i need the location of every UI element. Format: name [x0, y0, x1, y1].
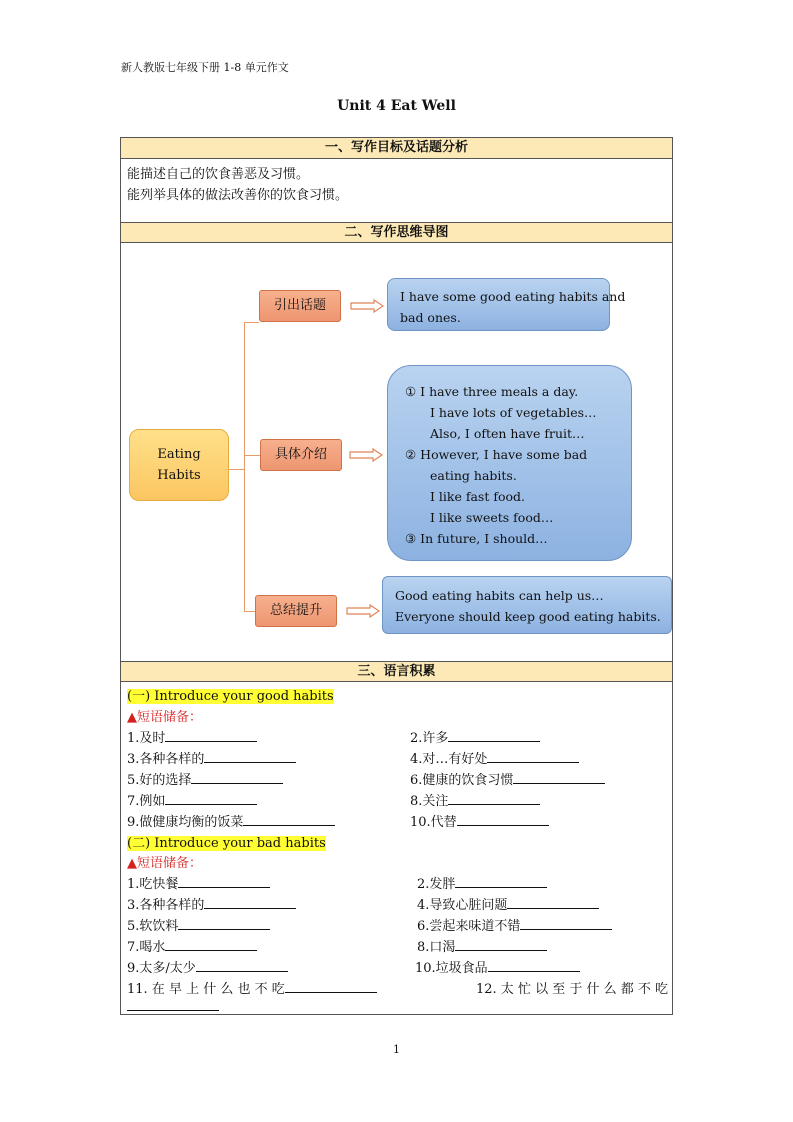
phrase-item — [127, 873, 270, 892]
header-note: 新人教版七年级下册 1-8 单元作文 — [121, 61, 289, 74]
phrase-label: 5.好的选择 — [127, 773, 192, 788]
phrase-item — [127, 748, 296, 767]
document-title: Unit 4 Eat Well — [337, 98, 456, 114]
answer-blank[interactable] — [455, 876, 547, 888]
phrase-label: 1.及时 — [127, 731, 166, 746]
right-arrow-icon — [350, 299, 384, 313]
phrase-item — [417, 873, 547, 892]
bubble-line: Everyone should keep good eating habits. — [395, 609, 661, 624]
phrase-item — [127, 894, 296, 913]
answer-blank[interactable] — [178, 876, 270, 888]
phrase-item — [417, 915, 612, 934]
answer-blank[interactable] — [165, 939, 257, 951]
phrase-item-continuation — [127, 999, 219, 1015]
answer-blank[interactable] — [448, 793, 540, 805]
phrase-label: 9.太多/太少 — [127, 961, 196, 976]
answer-blank[interactable] — [457, 814, 549, 826]
phrase-item — [410, 790, 540, 809]
phrase-item — [417, 936, 547, 955]
phrase-item — [410, 748, 579, 767]
phrase-label: 2.许多 — [410, 731, 449, 746]
bubble-line: I have lots of vegetables… — [430, 405, 597, 420]
mind-map-root — [129, 429, 229, 501]
phrase-label: 6.尝起来味道不错 — [417, 919, 521, 934]
bubble-line: I like fast food. — [430, 489, 525, 504]
phrase-label: 1.吃快餐 — [127, 877, 179, 892]
part1-subtitle: ▲短语储备： — [127, 710, 202, 725]
phrase-label: 7.例如 — [127, 794, 166, 809]
root-label-line2: Habits — [157, 468, 201, 483]
bubble-line: ② However, I have some bad — [405, 447, 588, 462]
answer-blank[interactable] — [448, 730, 540, 742]
phrase-item — [415, 957, 580, 976]
connector-line — [244, 322, 259, 323]
phrase-item — [410, 727, 540, 746]
connector-line — [244, 455, 260, 456]
answer-blank[interactable] — [487, 751, 579, 763]
answer-blank[interactable] — [165, 793, 257, 805]
phrase-item — [127, 769, 283, 788]
bubble-line: I like sweets food… — [430, 510, 554, 525]
section1-line: 能列举具体的做法改善你的饮食习惯。 — [127, 188, 349, 203]
page-number: 1 — [393, 1043, 400, 1056]
right-arrow-icon — [349, 448, 383, 462]
answer-blank[interactable] — [243, 814, 335, 826]
right-arrow-icon — [346, 604, 380, 618]
answer-blank[interactable] — [204, 897, 296, 909]
phrase-item — [127, 727, 257, 746]
phrase-label: 3.各种各样的 — [127, 898, 205, 913]
answer-blank[interactable] — [455, 939, 547, 951]
phrase-label: 7.喝水 — [127, 940, 166, 955]
phrase-item — [410, 811, 549, 830]
bubble-line: eating habits. — [430, 468, 517, 483]
section1-line: 能描述自己的饮食善恶及习惯。 — [127, 167, 310, 182]
answer-blank[interactable] — [285, 981, 377, 993]
answer-blank[interactable] — [513, 772, 605, 784]
connector-line — [229, 469, 244, 470]
bubble-line: bad ones. — [400, 310, 461, 325]
answer-blank[interactable] — [178, 918, 270, 930]
phrase-label: 9.做健康均衡的饭菜 — [127, 815, 244, 830]
phrase-label: 4.对…有好处 — [410, 752, 488, 767]
phrase-label: 11. 在 早 上 什 么 也 不 吃 — [127, 982, 285, 997]
section3-heading: 三、语言积累 — [121, 661, 672, 682]
answer-blank[interactable] — [127, 999, 219, 1011]
answer-blank[interactable] — [191, 772, 283, 784]
phrase-item — [127, 957, 288, 976]
bubble-topic-intro — [387, 278, 626, 331]
part2-title — [127, 832, 326, 851]
connector-line — [244, 611, 255, 612]
highlighted-text: (二) Introduce your bad habits — [127, 836, 326, 851]
phrase-label: 2.发胖 — [417, 877, 456, 892]
phrase-item — [410, 769, 605, 788]
answer-blank[interactable] — [488, 960, 580, 972]
answer-blank[interactable] — [165, 730, 257, 742]
phrase-item — [127, 790, 257, 809]
phrase-item — [127, 978, 377, 997]
answer-blank[interactable] — [520, 918, 612, 930]
connector-line — [244, 322, 245, 612]
bubble-line: Good eating habits can help us… — [395, 588, 604, 603]
answer-blank[interactable] — [196, 960, 288, 972]
phrase-label: 4.导致心脏问题 — [417, 898, 508, 913]
bubble-line: Also, I often have fruit… — [430, 426, 585, 441]
phrase-label: 8.关注 — [410, 794, 449, 809]
phrase-item — [127, 936, 257, 955]
section2-heading: 二、写作思维导图 — [121, 222, 672, 243]
answer-blank[interactable] — [204, 751, 296, 763]
branch-details: 具体介绍 — [260, 439, 342, 471]
phrase-label: 5.软饮料 — [127, 919, 179, 934]
bubble-line: ① I have three meals a day. — [405, 384, 579, 399]
part2-subtitle: ▲短语储备： — [127, 856, 202, 871]
branch-topic-intro: 引出话题 — [259, 290, 341, 322]
bubble-line: ③ In future, I should… — [405, 531, 548, 546]
bubble-details — [387, 365, 632, 561]
phrase-item — [417, 894, 599, 913]
branch-summary: 总结提升 — [255, 595, 337, 627]
phrase-label: 10.代替 — [410, 815, 457, 830]
answer-blank[interactable] — [507, 897, 599, 909]
root-label-line1: Eating — [157, 447, 201, 462]
phrase-label: 10.垃圾食品 — [415, 961, 488, 976]
phrase-label: 8.口渴 — [417, 940, 456, 955]
bubble-summary — [382, 576, 672, 634]
part1-title — [127, 685, 334, 704]
bubble-line: I have some good eating habits and — [400, 289, 626, 304]
phrase-item — [127, 811, 335, 830]
phrase-label: 3.各种各样的 — [127, 752, 205, 767]
section1-heading: 一、写作目标及话题分析 — [121, 138, 672, 159]
phrase-item: 12. 太 忙 以 至 于 什 么 都 不 吃 — [476, 982, 668, 997]
highlighted-text: (一) Introduce your good habits — [127, 689, 334, 704]
phrase-label: 6.健康的饮食习惯 — [410, 773, 514, 788]
phrase-item — [127, 915, 270, 934]
worksheet-table — [120, 137, 673, 1015]
